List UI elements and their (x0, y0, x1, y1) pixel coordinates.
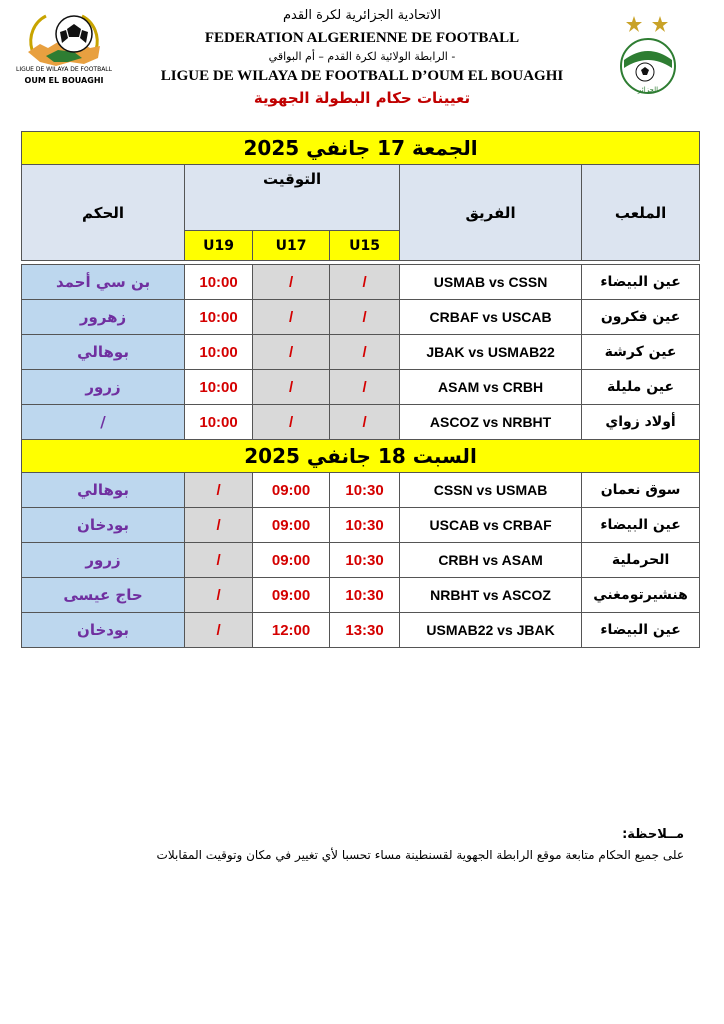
stadium-cell: عين البيضاء (582, 265, 700, 300)
u17-time-cell: / (253, 335, 330, 370)
team-cell: JBAK vs USMAB22 (400, 335, 582, 370)
u19-time-cell: / (185, 613, 253, 648)
referee-cell: زهرور (22, 300, 185, 335)
u17-time-cell: / (253, 370, 330, 405)
u15-time-cell: 10:30 (330, 508, 400, 543)
note-title: مــلاحظة: (622, 827, 684, 842)
u17-time-cell: / (253, 300, 330, 335)
faf-logo-caption: الجزائر (637, 86, 659, 94)
match-row (22, 578, 700, 613)
stadium-cell: عين البيضاء (582, 508, 700, 543)
u19-time-cell: / (185, 578, 253, 613)
stadium-cell: الحرملية (582, 543, 700, 578)
stadium-header: الملعب (582, 165, 700, 261)
stadium-cell: سوق نعمان (582, 473, 700, 508)
match-row (22, 265, 700, 300)
league-name-french: LIGUE DE WILAYA DE FOOTBALL D’OUM EL BOUAGHI (160, 68, 564, 84)
stadium-cell: عين كرشة (582, 335, 700, 370)
team-cell: CRBH vs ASAM (400, 543, 582, 578)
day-label: الجمعة 17 جانفي 2025 (22, 132, 700, 165)
day-header-row (22, 440, 700, 473)
u17-time-cell: 12:00 (253, 613, 330, 648)
league-logo-caption: LIGUE DE WILAYA DE FOOTBALL (16, 66, 112, 73)
stadium-cell: أولاد زواي (582, 405, 700, 440)
column-header-row (22, 165, 700, 231)
u17-time-cell: 09:00 (253, 508, 330, 543)
team-cell: CRBAF vs USCAB (400, 300, 582, 335)
day-header-row (22, 132, 700, 165)
u15-time-cell: 13:30 (330, 613, 400, 648)
team-cell: ASCOZ vs NRBHT (400, 405, 582, 440)
referee-cell: بوهالي (22, 335, 185, 370)
u19-time-cell: / (185, 508, 253, 543)
u15-time-cell: / (330, 265, 400, 300)
match-row (22, 405, 700, 440)
team-cell: USMAB vs CSSN (400, 265, 582, 300)
u19-time-cell: / (185, 543, 253, 578)
u15-time-cell: 10:30 (330, 578, 400, 613)
match-row (22, 543, 700, 578)
referee-cell: / (22, 405, 185, 440)
league-name-arabic: الرابطة الولائية لكرة القدم – أم البواقي - (268, 50, 456, 63)
referee-cell: بن سي أحمد (22, 265, 185, 300)
match-row (22, 508, 700, 543)
timing-header: التوقيت (185, 165, 400, 231)
stadium-cell: عين البيضاء (582, 613, 700, 648)
referee-cell: بودخان (22, 508, 185, 543)
match-row (22, 370, 700, 405)
u17-time-cell: 09:00 (253, 473, 330, 508)
stadium-cell: عين مليلة (582, 370, 700, 405)
u19-time-cell: 10:00 (185, 370, 253, 405)
federation-name-arabic: الاتحادية الجزائرية لكرة القدم (282, 8, 442, 23)
referee-cell: زرور (22, 370, 185, 405)
u17-time-cell: / (253, 265, 330, 300)
team-cell: ASAM vs CRBH (400, 370, 582, 405)
match-row (22, 473, 700, 508)
stadium-cell: هنشيرتومغني (582, 578, 700, 613)
u19-time-cell: / (185, 473, 253, 508)
u19-time-cell: 10:00 (185, 265, 253, 300)
u19-time-cell: 10:00 (185, 405, 253, 440)
day-label: السبت 18 جانفي 2025 (22, 440, 700, 473)
match-row (22, 335, 700, 370)
referee-cell: زرور (22, 543, 185, 578)
u15-header: U15 (330, 231, 400, 261)
u15-time-cell: 10:30 (330, 473, 400, 508)
team-cell: USCAB vs CRBAF (400, 508, 582, 543)
stadium-cell: عين فكرون (582, 300, 700, 335)
u15-time-cell: / (330, 405, 400, 440)
team-cell: CSSN vs USMAB (400, 473, 582, 508)
federation-name-french: FEDERATION ALGERIENNE DE FOOTBALL (204, 30, 520, 46)
referee-assignments-table (21, 131, 700, 648)
referee-header: الحكم (22, 165, 185, 261)
u19-time-cell: 10:00 (185, 300, 253, 335)
league-logo-city: OUM EL BOUAGHI (24, 76, 104, 85)
u19-time-cell: 10:00 (185, 335, 253, 370)
u19-header: U19 (185, 231, 253, 261)
team-cell: USMAB22 vs JBAK (400, 613, 582, 648)
u17-time-cell: 09:00 (253, 578, 330, 613)
u15-time-cell: 10:30 (330, 543, 400, 578)
u17-header: U17 (253, 231, 330, 261)
team-cell: NRBHT vs ASCOZ (400, 578, 582, 613)
referee-cell: حاج عيسى (22, 578, 185, 613)
u17-time-cell: / (253, 405, 330, 440)
u15-time-cell: / (330, 335, 400, 370)
referee-cell: بوهالي (22, 473, 185, 508)
match-row (22, 613, 700, 648)
document-title: تعيينات حكام البطولة الجهوية (253, 89, 471, 107)
faf-logo-icon (612, 12, 684, 98)
u15-time-cell: / (330, 300, 400, 335)
u17-time-cell: 09:00 (253, 543, 330, 578)
referee-cell: بودخان (22, 613, 185, 648)
note-text: على جميع الحكام متابعة موقع الرابطة الجهوية لقسنطينة مساء تحسبا لأي تغيير في مكان وتوقيت المقابلات (156, 848, 684, 862)
team-header: الفريق (400, 165, 582, 261)
match-row (22, 300, 700, 335)
u15-time-cell: / (330, 370, 400, 405)
